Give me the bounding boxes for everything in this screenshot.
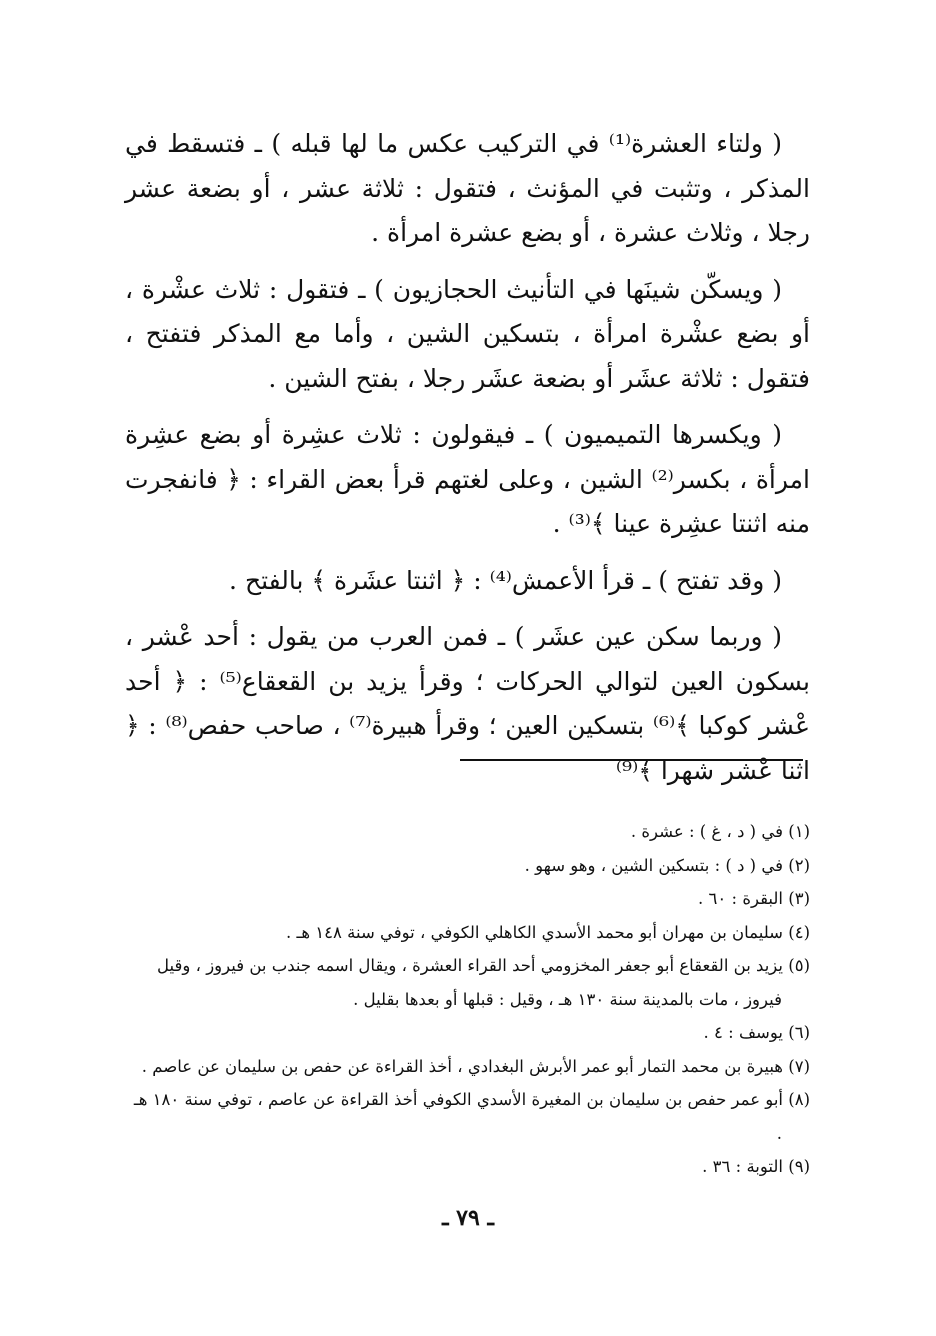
footnote-separator — [460, 759, 803, 761]
page-number: ـ ٧٩ ـ — [442, 1205, 494, 1231]
footnote-6: (٦) يوسف : ٤ . — [703, 1023, 810, 1042]
paragraph-2: ( ويسكّن شينَها في التأنيث الحجازيون ) ـ فتقول : ثلاث عشْرة ، أو بضع عشْرة امرأة ، بتسكين الشين ، وأما مع المذكر فتفتح ، فتقول : ثلاثة عشَر أو بضعة عشَر رجلا ، بفتح الشين . — [125, 274, 810, 393]
footnote-7: (٧) هبيرة بن محمد التمار أبو عمر الأبرش البغدادي ، أخذ القراءة عن حفص بن سليمان عن عاصم . — [141, 1056, 810, 1076]
footnote-5: (٥) يزيد بن القعقاع أبو جعفر المخزومي أحد القراء العشرة ، ويقال اسمه جندب بن فيروز ، وقيل فيروز ، مات بالمدينة سنة ١٣٠ هـ ، وقيل : قبلها أو بعدها بقليل . — [157, 956, 810, 1009]
footnote-1: (١) في ( د ، غ ) : عشرة . — [630, 822, 810, 841]
footnote-3: (٣) البقرة : ٦٠ . — [698, 889, 810, 908]
footnote-8: (٨) أبو عمر حفص بن سليمان بن المغيرة الأسدي الكوفي أخذ القراءة عن عاصم ، توفي سنة ١٨٠ هـ . — [133, 1090, 810, 1143]
paragraph-3: ( ويكسرها التميميون ) ـ فيقولون : ثلاث عشِرة أو بضع عشِرة امرأة ، بكسر⁽²⁾ الشين ، وعلى لغتهم قرأ بعض القراء : ﴿ فانفجرت منه اثنتا عشِرة عينا ﴾⁽³⁾ . — [125, 420, 811, 538]
footnote-9: (٩) التوبة : ٣٦ . — [702, 1157, 810, 1176]
footnote-4: (٤) سليمان بن مهران أبو محمد الأسدي الكاهلي الكوفي ، توفي سنة ١٤٨ هـ . — [286, 922, 810, 942]
footnote-2: (٢) في ( د ) : بتسكين الشين ، وهو سهو . — [524, 855, 810, 875]
paragraph-1: ( ولتاء العشرة⁽¹⁾ في التركيب عكس ما لها قبله ) ـ فتسقط في المذكر ، وتثبت في المؤنث ، فتقول : ثلاثة عشر ، أو بضعة عشر رجلا ، وثلاث عشرة ، أو بضع عشرة امرأة . — [125, 129, 810, 247]
main-text — [125, 122, 810, 805]
paragraph-5: ( وربما سكن عين عشَر ) ـ فمن العرب من يقول : أحد عْشر ، بسكون العين لتوالي الحركات ؛ وقرأ يزيد بن القعقاع⁽⁵⁾ : ﴿ أحد عْشر كوكبا ﴾⁽⁶⁾ بتسكين العين ؛ وقرأ هبيرة⁽⁷⁾ ، صاحب حفص⁽⁸⁾ : ﴿ اثنا عْشر شهرا ﴾⁽⁹⁾ — [125, 622, 810, 785]
footnotes — [125, 815, 810, 1184]
paragraph-4: ( وقد تفتح ) ـ قرأ الأعمش⁽⁴⁾ : ﴿ اثنتا عشَرة ﴾ بالفتح . — [229, 565, 782, 595]
